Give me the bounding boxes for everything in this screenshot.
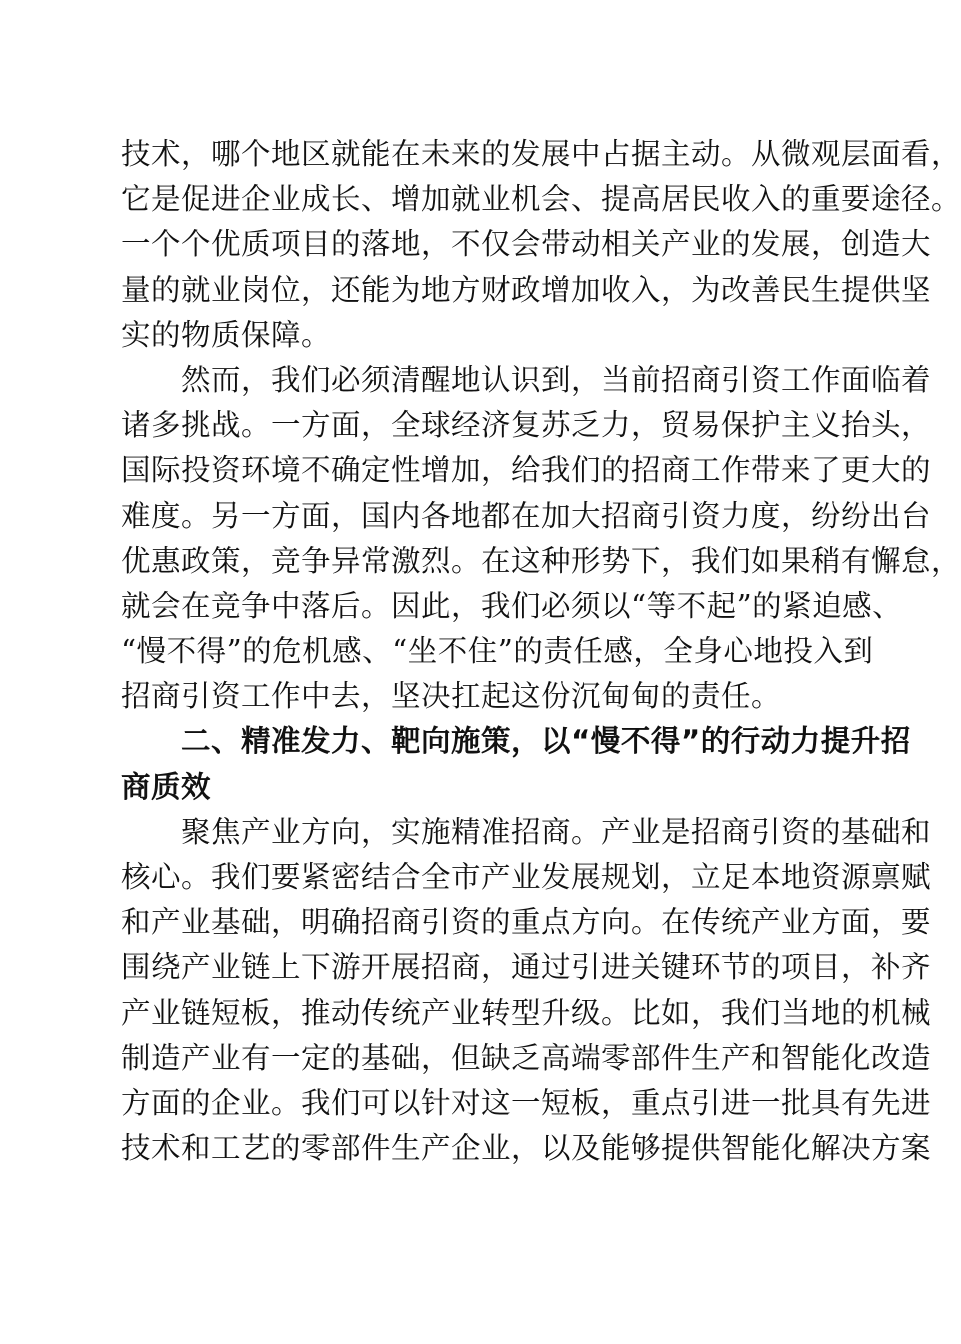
paragraph-3: [121, 810, 932, 1172]
text-line: 国际投资环境不确定性增加，给我们的招商工作带来了更大的: [121, 453, 932, 488]
text-line: 诸多挑战。一方面，全球经济复苏乏力，贸易保护主义抬头，: [121, 408, 932, 443]
text-line: 优惠政策，竞争异常激烈。在这种形势下，我们如果稍有懈怠，: [121, 543, 961, 578]
text-line: 聚焦产业方向，实施精准招商。产业是招商引资的基础和: [121, 814, 932, 849]
text-line: 一个个优质项目的落地，不仅会带动相关产业的发展，创造大: [121, 227, 932, 262]
heading-line: 商质效: [121, 769, 212, 804]
text-line: 然而，我们必须清醒地认识到，当前招商引资工作面临着: [121, 362, 932, 397]
text-line: 难度。另一方面，国内各地都在加大招商引资力度，纷纷出台: [121, 498, 932, 533]
text-line: 方面的企业。我们可以针对这一短板，重点引进一批具有先进: [121, 1085, 932, 1120]
heading-line: 二、精准发力、靶向施策，以“慢不得”的行动力提升招: [121, 724, 911, 759]
text-line: 实的物质保障。: [121, 317, 332, 352]
text-line: 围绕产业链上下游开展招商，通过引进关键环节的项目，补齐: [121, 950, 932, 985]
text-line: 和产业基础，明确招商引资的重点方向。在传统产业方面，要: [121, 905, 932, 940]
text-line: 它是促进企业成长、增加就业机会、提高居民收入的重要途径。: [121, 182, 961, 217]
text-line: 就会在竞争中落后。因此，我们必须以“等不起”的紧迫感、: [121, 588, 903, 623]
document-body: [121, 132, 961, 1171]
paragraph-1: [121, 132, 961, 358]
text-line: 招商引资工作中去，坚决扛起这份沉甸甸的责任。: [121, 679, 782, 714]
text-line: 技术和工艺的零部件生产企业，以及能够提供智能化解决方案: [121, 1131, 932, 1166]
paragraph-2: [121, 358, 961, 720]
text-line: 产业链短板，推动传统产业转型升级。比如，我们当地的机械: [121, 995, 932, 1030]
text-line: 技术，哪个地区就能在未来的发展中占据主动。从微观层面看，: [121, 137, 961, 171]
text-line: “慢不得”的危机感、“坐不住”的责任感，全身心地投入到: [121, 634, 874, 669]
text-line: 核心。我们要紧密结合全市产业发展规划，立足本地资源禀赋: [121, 860, 932, 894]
text-line: 制造产业有一定的基础，但缺乏高端零部件生产和智能化改造: [121, 1040, 932, 1075]
section-heading: [121, 719, 911, 809]
text-line: 量的就业岗位，还能为地方财政增加收入，为改善民生提供坚: [121, 272, 932, 307]
